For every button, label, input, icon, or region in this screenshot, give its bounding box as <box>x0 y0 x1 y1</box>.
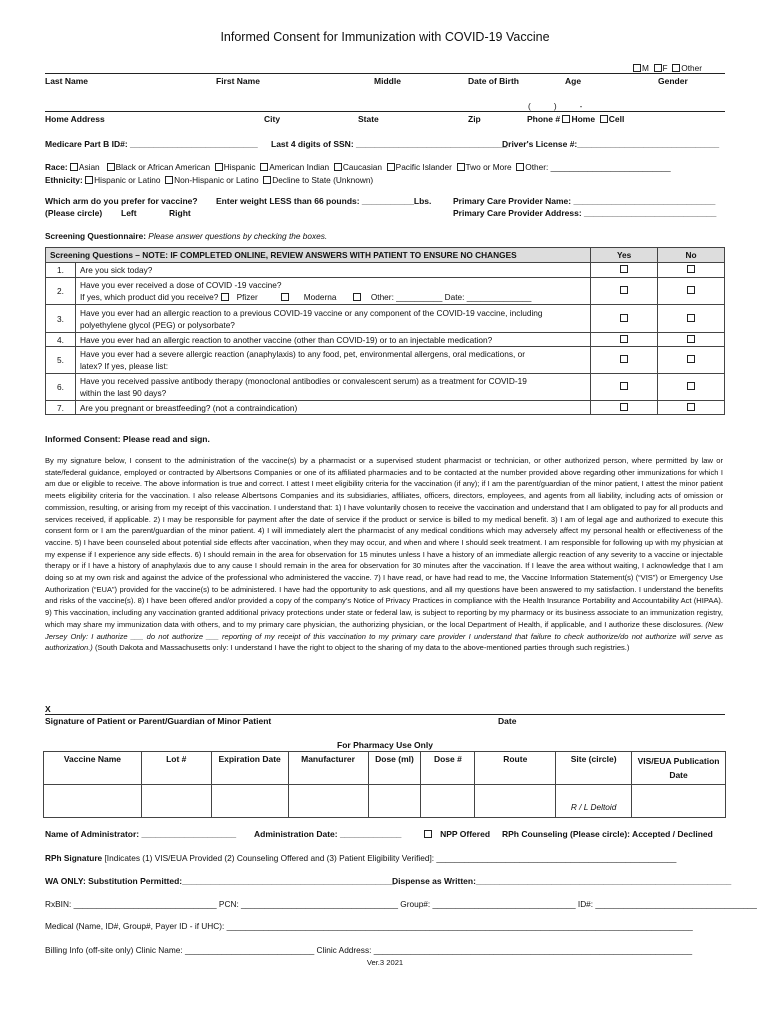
q1-no-checkbox[interactable] <box>687 265 695 273</box>
ph-col-expiration: Expiration Date <box>211 752 288 785</box>
phone-label: Phone # Home Cell <box>527 114 625 124</box>
race-other-checkbox[interactable] <box>516 163 524 171</box>
race-black-checkbox[interactable] <box>107 163 115 171</box>
pfizer-checkbox[interactable] <box>221 293 229 301</box>
billing-row[interactable]: Billing Info (off-site only) Clinic Name: ____________________________ Clinic Address: _____________________________________________________________________ <box>45 945 693 955</box>
middle-label: Middle <box>374 76 401 86</box>
state-label: State <box>358 114 379 124</box>
q7-yes-checkbox[interactable] <box>620 403 628 411</box>
ph-manufacturer-cell[interactable] <box>288 785 368 818</box>
signature-label: Signature of Patient or Parent/Guardian of Minor Patient <box>45 716 272 726</box>
gender-other-checkbox[interactable] <box>672 64 680 72</box>
consent-paragraph: By my signature below, I consent to the administration of the vaccine(s) by a pharmacist or a supervised student pharmacist or technician, or other authorized person, where permitted by law or state/federal guidance, employed or contracted by Albertsons Companies or one of its affiliated pharmacies and to be contacted at the number provided above regarding other immunizations for which I am due or eligible to receive. The above information is true and correct. I attest I meet eligibility criteria for the vaccination (if any); if I am the parent/guardian of the minor patient, I attest the minor patient meets eligibility criteria for the vaccination. I also release Albertsons Companies and its subsidiaries, affiliates, officers, directors, employees, and agents from all liability, including acts of omission or commission, resulting, or arising from my receipt of this vaccination. I understand that: 1) I have voluntarily chosen to receive the vaccination and understand that I am obligated to pay for all products and services received, if applicable. 2) I may be responsible for payment after the date of service if the product or service is billed to my medical benefit. 3) I am of legal age and authorized to execute this consent form or I am the parent/guardian of the minor patient. 4) I will immediately alert the pharmacist of any medical conditions which may adversely affect my personal health or effectiveness of the vaccine. 5) I have been counseled about potential side effects after vaccination, when they may occur, and when and where I should seek treatment. I am responsible for following up with my physician at my expense if I experience any side effects. 6) I should remain in the area for observation for 15 minutes unless I have a history of an immediate allergic reaction of any severity to a vaccine or injectable therapy or if I have a history of anaphylaxis due to any cause I should remain in the area for observation for 30 minutes after the vaccination. If I leave the area without waiting, I acknowledge that I am doing so at my own risk and against the advice of the professional who administered the vaccine. 7) I have read, or have had read to me, the Vaccine Information Statement(s) (“VIS”) or Emergency Use Authorization (“EUA”) provided for the vaccine(s) to be administered. I have had the opportunity to ask questions, and all my questions have been answered to my satisfaction. I understand the benefits and risks of the vaccine(s). 8) I have been offered and/or provided a copy of the company’s Notice of Privacy Practices in compliance with the Health Insurance Portability and Accountability Act (HIPAA). 9) This vaccination, including any vaccination granted additional privacy protections under state or federal law, is subject to reporting by my pharmacy or its business associate to an immunization registry, which may share my immunization data with others, and to my primary care physician, the authorizing physician, or the local Department of Health, if applicable, and I authorize these disclosures. (New Jersey Only: I authorize ___ do not authorize ___ reporting of my receipt of this vaccination to my primary care provider I understand that failure to check authorize/do not authorize will serve as authorization.) (South Dakota and Massachusetts only: I understand I have the right to object to the sharing of my data to the above-mentioned parties through such registries.) <box>45 456 723 653</box>
signature-x: X <box>45 704 51 714</box>
q4-yes-checkbox[interactable] <box>620 335 628 343</box>
row2-line[interactable] <box>45 111 725 112</box>
q3-yes-checkbox[interactable] <box>620 314 628 322</box>
phone-parens: ( ) - <box>528 101 583 111</box>
version-label: Ver.3 2021 <box>366 958 404 967</box>
no-header: No <box>658 248 725 263</box>
ethnicity-row: Ethnicity: Hispanic or Latino Non-Hispanic or Latino Decline to State (Unknown) <box>45 175 374 185</box>
license-field[interactable]: Driver's License #:______________________________ <box>502 139 720 149</box>
pcp-address-field[interactable]: Primary Care Provider Address: ____________________________ <box>453 208 717 218</box>
consent-title: Informed Consent: Please read and sign. <box>45 434 210 444</box>
ph-site-cell[interactable]: R / L Deltoid <box>556 785 632 818</box>
arm-question: Which arm do you prefer for vaccine? <box>45 196 198 206</box>
ethnicity-non-hispanic-checkbox[interactable] <box>165 176 173 184</box>
race-pacific-islander-checkbox[interactable] <box>387 163 395 171</box>
pharmacy-table <box>43 751 726 818</box>
row1-line[interactable] <box>45 73 725 74</box>
date-label: Date <box>498 716 517 726</box>
q6-no-checkbox[interactable] <box>687 382 695 390</box>
race-caucasian-checkbox[interactable] <box>334 163 342 171</box>
dispense-as-written[interactable]: Dispense as Written:______________________________________________________ <box>392 876 732 886</box>
question-row: 5. Have you ever had a severe allergic reaction (anaphylaxis) to any food, pet, environmental allergens, oral medications, or latex? If yes, please list: <box>46 347 725 374</box>
npp-checkbox[interactable] <box>424 830 432 838</box>
question-row: 6. Have you received passive antibody therapy (monoclonal antibodies or convalescent serum) as a treatment for COVID-19 within the last 90 days? <box>46 374 725 401</box>
q4-no-checkbox[interactable] <box>687 335 695 343</box>
gender-m-checkbox[interactable] <box>633 64 641 72</box>
ph-vaccine-name-cell[interactable] <box>44 785 142 818</box>
ssn-field[interactable]: Last 4 digits of SSN: ________________________________ <box>271 139 508 149</box>
q2-no-checkbox[interactable] <box>687 286 695 294</box>
admin-date-field[interactable]: Administration Date: _____________ <box>254 829 402 839</box>
ph-col-site: Site (circle) <box>556 752 632 785</box>
ph-route-cell[interactable] <box>475 785 556 818</box>
npp-offered: NPP Offered <box>424 829 490 839</box>
q6-yes-checkbox[interactable] <box>620 382 628 390</box>
medical-row[interactable]: Medical (Name, ID#, Group#, Payer ID - if UHC): _____________________________________________________________________________________________________ <box>45 921 693 931</box>
q7-no-checkbox[interactable] <box>687 403 695 411</box>
q2-yes-checkbox[interactable] <box>620 286 628 294</box>
race-row: Race: Asian Black or African American Hispanic American Indian Caucasian Pacific Islander Two or More Other: __________________________ <box>45 162 671 172</box>
ethnicity-decline-checkbox[interactable] <box>263 176 271 184</box>
race-asian-checkbox[interactable] <box>70 163 78 171</box>
ph-col-route: Route <box>475 752 556 785</box>
q3-no-checkbox[interactable] <box>687 314 695 322</box>
last-name-label: Last Name <box>45 76 88 86</box>
rph-counseling[interactable]: RPh Counseling (Please circle): Accepted / Declined <box>502 829 713 839</box>
pharmacy-title: For Pharmacy Use Only <box>337 740 433 750</box>
question-row: 4. Have you ever had an allergic reaction to another vaccine (other than COVID-19) or to an injectable medication? <box>46 333 725 347</box>
form-title: Informed Consent for Immunization with COVID-19 Vaccine <box>220 30 550 44</box>
rph-signature-row[interactable]: RPh Signature [Indicates (1) VIS/EUA Provided (2) Counseling Offered and (3) Patient Eligibility Verified]: ____________________________________________________ <box>45 853 677 863</box>
ph-col-dose-ml: Dose (ml) <box>368 752 421 785</box>
ph-col-manufacturer: Manufacturer <box>288 752 368 785</box>
rxbin-row[interactable]: RxBIN: _______________________________ PCN: __________________________________ Group#: _______________________________ ID#: ___________________________________ <box>45 899 757 909</box>
ph-col-vaccine-name: Vaccine Name <box>44 752 142 785</box>
cell-phone-checkbox[interactable] <box>600 115 608 123</box>
q5-no-checkbox[interactable] <box>687 355 695 363</box>
arm-right-option[interactable]: Right <box>169 208 191 218</box>
race-american-indian-checkbox[interactable] <box>260 163 268 171</box>
ph-dose-num-cell[interactable] <box>421 785 475 818</box>
arm-circle-label: (Please circle) <box>45 208 103 218</box>
ph-expiration-cell[interactable] <box>211 785 288 818</box>
screening-header: Screening Questions – NOTE: IF COMPLETED ONLINE, REVIEW ANSWERS WITH PATIENT TO ENSURE NO CHANGES <box>46 248 591 263</box>
other-vaccine-checkbox[interactable] <box>353 293 361 301</box>
screening-table <box>45 247 725 415</box>
pcp-name-field[interactable]: Primary Care Provider Name: ______________________________ <box>453 196 716 206</box>
gender-options: M F Other <box>633 63 702 73</box>
signature-line[interactable] <box>45 714 725 715</box>
ph-lot-cell[interactable] <box>141 785 211 818</box>
home-address-label: Home Address <box>45 114 105 124</box>
screening-heading: Screening Questionnaire: Please answer questions by checking the boxes. <box>45 231 328 241</box>
age-label: Age <box>565 76 582 86</box>
first-name-label: First Name <box>216 76 260 86</box>
gender-label: Gender <box>658 76 688 86</box>
zip-label: Zip <box>468 114 481 124</box>
gender-f-checkbox[interactable] <box>654 64 662 72</box>
ph-col-lot: Lot # <box>141 752 211 785</box>
question-row: 7. Are you pregnant or breastfeeding? (not a contraindication) <box>46 401 725 415</box>
weight-field[interactable]: Enter weight LESS than 66 pounds: ___________Lbs. <box>216 196 432 206</box>
admin-name-field[interactable]: Name of Administrator: ____________________ <box>45 829 237 839</box>
ph-col-vis-date: VIS/EUA Publication Date <box>632 752 726 785</box>
question-row: 2. Have you ever received a dose of COVID -19 vaccine? If yes, which product did you receive? Pfizer Moderna Other: __________ Date: ______________ <box>46 278 725 305</box>
ph-dose-ml-cell[interactable] <box>368 785 421 818</box>
yes-header: Yes <box>591 248 658 263</box>
wa-substitution[interactable]: WA ONLY: Substitution Permitted:_____________________________________________ <box>45 876 395 886</box>
ph-vis-date-cell[interactable] <box>632 785 726 818</box>
question-row: 3. Have you ever had an allergic reaction to a previous COVID-19 vaccine or any component of the COVID-19 vaccine, including polyethylene glycol (PEG) or polysorbate? <box>46 305 725 333</box>
moderna-checkbox[interactable] <box>281 293 289 301</box>
q5-yes-checkbox[interactable] <box>620 355 628 363</box>
race-hispanic-checkbox[interactable] <box>215 163 223 171</box>
arm-left-option[interactable]: Left <box>121 208 137 218</box>
dob-label: Date of Birth <box>468 76 519 86</box>
city-label: City <box>264 114 281 124</box>
home-phone-checkbox[interactable] <box>562 115 570 123</box>
race-two-or-more-checkbox[interactable] <box>457 163 465 171</box>
ph-col-dose-num: Dose # <box>421 752 475 785</box>
q1-yes-checkbox[interactable] <box>620 265 628 273</box>
ethnicity-hispanic-checkbox[interactable] <box>85 176 93 184</box>
question-row: 1. Are you sick today? <box>46 263 725 278</box>
medicare-field[interactable]: Medicare Part B ID#: ___________________________ <box>45 139 258 149</box>
